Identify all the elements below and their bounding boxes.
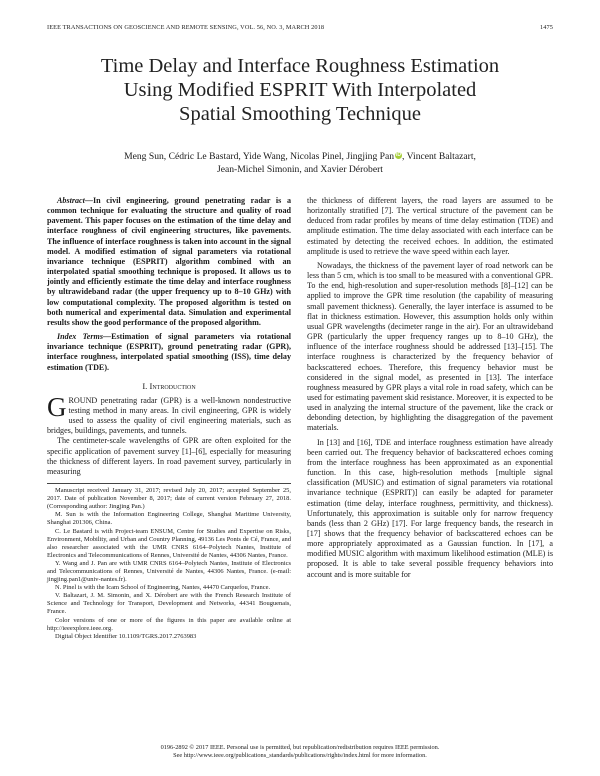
copyright-notice (47, 744, 553, 760)
running-head (47, 24, 553, 36)
title-line-3: Spatial Smoothing Technique (179, 103, 421, 125)
section-heading-introduction: I. Introduction (142, 380, 196, 391)
title-line-2: Using Modified ESPRIT With Interpolated (123, 79, 477, 101)
footnote-doi: Digital Object Identifier 10.1109/TGRS.2017.2763983 (55, 632, 197, 640)
footnote-affiliation: M. Sun is with the Information Engineering College, Shanghai Maritime University, Shanghai 201306, China. (47, 511, 291, 527)
intro-p1-text: penetrating radar (GPR) is a well-known nondestructive testing method in many areas. In civil engineering, GPR is widely used to assess the quality of civil engineering materials, such as bridges, buildings, pavements, and tunnels. (47, 395, 291, 436)
footnote-affiliation: Y. Wang and J. Pan are with UMR CNRS 6164–Polytech Nantes, Institute of Electronics and Telecommunications of Rennes, Université de Nantes, 44306 Nantes, France. (e-mail: jingjing.pan1@univ-nantes.fr). (47, 559, 291, 584)
body-paragraph-3: In [13] and [16], TDE and interface roughness estimation have already been carried out. The frequency behavior of backscattered echoes coming from the interface roughness has been approximated as an exponential function. In this case, high-resolution methods [multiple signal classification (MUSIC) and estimation of signal parameters via rotational invariance technique (ESPRIT)] can easily be adapted for parameter estimation (time delay, interface roughness, permittivity, and thickness). Unfortunately, this approximation is suitable only for narrow frequency bands (less than 2 GHz) [17]. For large frequency bands, the research in [17] shows that the frequency behavior of backscattered echoes can be more appropriately approximated as a Gaussian function. In [17], a modified MUSIC algorithm with maximum likelihood estimation (MLE) is proposed. It is able to take several possible frequency behaviors into account and is more suitable for (307, 437, 553, 579)
authors-line-1-tail: , Vincent Baltazart, (402, 151, 476, 162)
footnote-manuscript: Manuscript received January 31, 2017; revised July 20, 2017; accepted September 25, 2017. Date of publication November 8, 2017; date of current version February 27, 2018. (Corresponding author: Jingjing Pan.) (47, 487, 291, 511)
abstract (47, 196, 291, 328)
footnote-color-note: Color versions of one or more of the figures in this paper are available online at http://ieeexplore.ieee.org. (47, 616, 291, 632)
copyright-line-2: See http://www.ieee.org/publications_standards/publications/rights/index.html for more information. (173, 752, 427, 760)
journal-name: IEEE TRANSACTIONS ON GEOSCIENCE AND REMOTE SENSING, VOL. 56, NO. 3, MARCH 2018 (47, 24, 325, 31)
intro-paragraph-2: The centimeter-scale wavelengths of GPR are often exploited for the specific application of pavement survey [1]–[6], especially for measuring the thickness of different layers. In road pavement survey, particularly in measuring (47, 436, 291, 476)
index-terms (47, 332, 291, 373)
authors-line-2: Jean-Michel Simonin, and Xavier Dérobert (217, 164, 383, 175)
copyright-line-1: 0196-2892 © 2017 IEEE. Personal use is permitted, but republication/redistribution requires IEEE permission. (160, 744, 440, 751)
paper-title (40, 54, 560, 126)
abstract-text: In civil engineering, ground penetrating radar is a common technique for evaluating the structure and quality of road pavement. This paper focuses on the estimation of the time delay and interface roughness of civil engineering structures, like pavements. The influence of interface roughness is taken into account in the signal model. A modified estimation of signal parameters via rotational invariance technique (ESPRIT) algorithm combined with an interpolated spatial smoothing technique is proposed. It allows us to jointly and efficiently estimate the time delay and interface roughness by ultrawideband radar (the upper frequency up to 8–10 GHz) with low computational complexity. The proposed algorithm is tested on both numerical and experimental data. Simulation and experimental results show the good performance of the proposed algorithm. (47, 196, 291, 327)
footnotes (47, 483, 291, 641)
orcid-icon[interactable]: iD (396, 152, 402, 158)
intro-first-word: ROUND (68, 395, 98, 405)
abstract-lead: Abstract— (57, 196, 93, 205)
footnote-affiliation: N. Pinel is with the Icam School of Engineering, Nantes, 44470 Carquefou, France. (55, 584, 271, 592)
authors-line-1: Meng Sun, Cédric Le Bastard, Yide Wang, Nicolas Pinel, Jingjing Pan (124, 151, 395, 162)
intro-paragraph-1 (47, 391, 291, 437)
footnote-affiliation: C. Le Bastard is with Project-team ENSUM, Centre for Studies and Expertise on Risks, Environment, Mobility, and Urban and Country Planning, 49136 Les Ponts de Cé, France, and also researcher associated with the UMR CNRS 6164–Polytech Nantes, Institute of Electronics and Telecommunications of Rennes, Université de Nantes, 44306 Nantes, France. (47, 527, 291, 559)
title-line-1: Time Delay and Interface Roughness Estimation (100, 55, 500, 77)
footnote-affiliation: V. Baltazart, J. M. Simonin, and X. Dérobert are with the French Research Institute of Science and Technology for Transport, Development and Networks, 44341 Bouguenais, France. (47, 592, 291, 616)
body-paragraph-2: Nowadays, the thickness of the pavement layer of road network can be less than 5 cm, which is too small to be measured with a conventional GPR. To the end, high-resolution and super-resolution methods [8]–[12] can be applied to improve the GPR time resolution (the capability of measuring small pavement thickness). Generally, the layer interface is assumed to be flat in thickness estimation. However, this assumption holds only within usual GPR wavelengths (decimeter range in the air). For an ultrawideband GPR (particularly the upper frequency ranges up to 8–10 GHz), the influence of the interface roughness should be addressed [13]–[15]. The interface roughness is characterized by the frequency behavior of backscattered echoes. Therefore, this frequency behavior must be considered in the signal model, as presented in [13]. The interface roughness measured by GPR plays a vital role in road safety, which can be used for estimating pavement skid resistance. Moreover, it is expected to be used in analyzing the internal structure of the pavement, like the crack or debonding detection, by highlighting the disaggregation of the pavement materials. (307, 260, 553, 433)
index-terms-text: Estimation of signal parameters via rotational invariance technique (ESPRIT), ground penetrating radar (GPR), interface roughness, interpolated spatial smoothing (ISS), time delay estimation (TDE). (47, 332, 292, 372)
right-column (307, 196, 553, 580)
body-paragraph-1: the thickness of different layers, the road layers are assumed to be horizontally stratified [7]. The vertical structure of the pavement can be deduced from radar profiles by means of time delay estimation (TDE) and amplitude estimation. The time delay associated with each interface can be estimated by detecting the received echoes. In addition, the estimated amplitude is used to retrieve the wave speed within each layer. (307, 196, 553, 256)
index-terms-lead: Index Terms— (57, 332, 112, 342)
left-column (47, 196, 291, 641)
drop-cap: G (47, 391, 67, 422)
author-list (60, 150, 540, 176)
page-number: 1475 (540, 24, 553, 31)
